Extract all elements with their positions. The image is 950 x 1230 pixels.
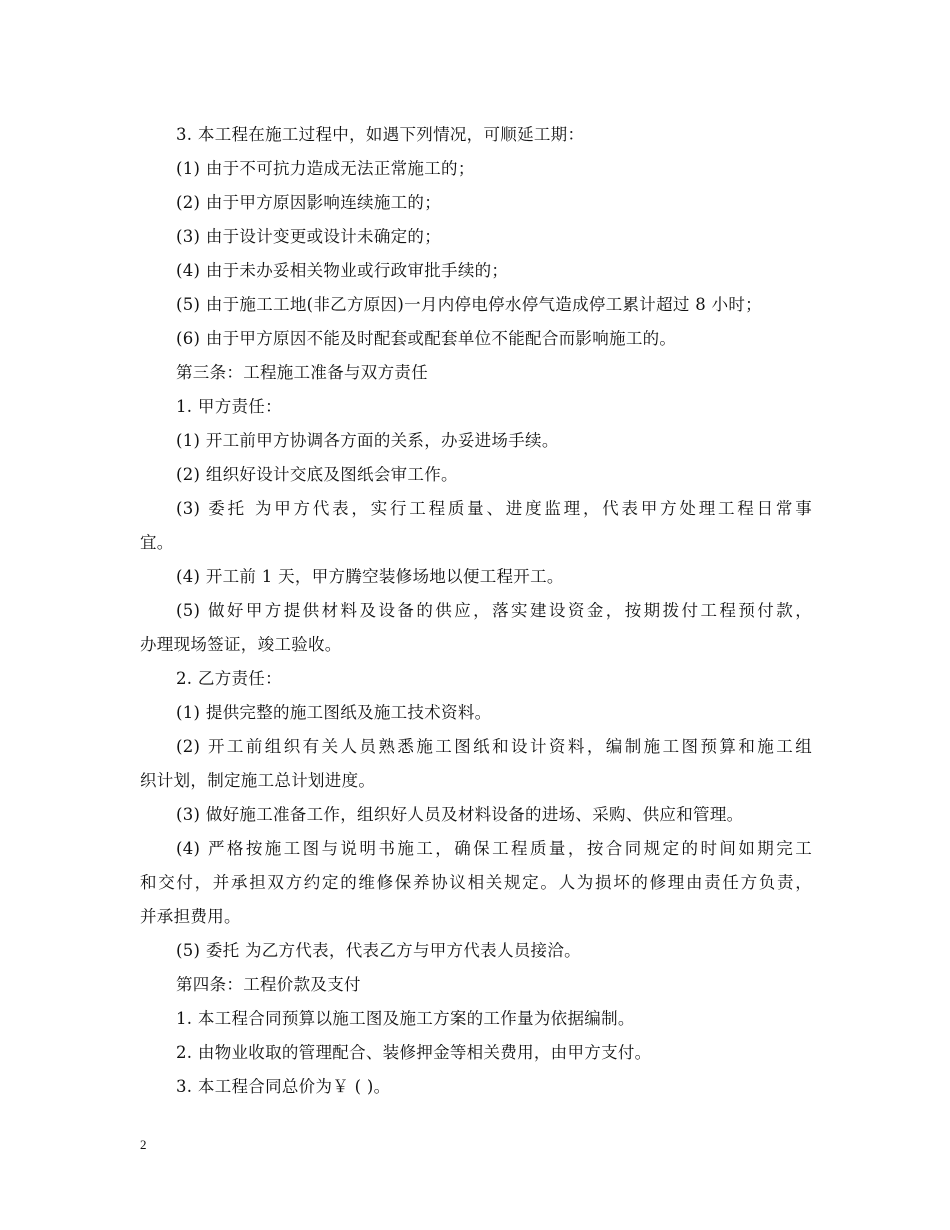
clause-line: (3) 委托 为甲方代表，实行工程质量、进度监理，代表甲方处理工程日常事 — [176, 499, 812, 518]
clause-line: (2) 由于甲方原因影响连续施工的； — [176, 193, 442, 212]
clause-line: (5) 委托 为乙方代表，代表乙方与甲方代表人员接洽。 — [176, 941, 581, 960]
clause-line: (1) 提供完整的施工图纸及施工技术资料。 — [176, 703, 492, 722]
clause-line: (4) 由于未办妥相关物业或行政审批手续的； — [176, 261, 509, 280]
clause-line-continuation: 和交付，并承担双方约定的维修保养协议相关规定。人为损坏的修理由责任方负责， — [140, 873, 812, 892]
clause-line: 2. 由物业收取的管理配合、装修押金等相关费用，由甲方支付。 — [176, 1043, 652, 1062]
clause-line: (2) 组织好设计交底及图纸会审工作。 — [176, 465, 458, 484]
clause-line: (4) 开工前 1 天，甲方腾空装修场地以便工程开工。 — [176, 567, 564, 586]
clause-line: (3) 做好施工准备工作，组织好人员及材料设备的进场、采购、供应和管理。 — [176, 805, 744, 824]
clause-line: (3) 由于设计变更或设计未确定的； — [176, 227, 442, 246]
clause-line-continuation: 宜。 — [140, 533, 174, 552]
clause-line: 2. 乙方责任： — [176, 669, 282, 688]
clause-line-continuation: 并承担费用。 — [140, 907, 241, 926]
document-body — [140, 118, 812, 1104]
clause-line: 1. 甲方责任： — [176, 397, 282, 416]
clause-line: (1) 开工前甲方协调各方面的关系，办妥进场手续。 — [176, 431, 559, 450]
clause-line: (2) 开工前组织有关人员熟悉施工图纸和设计资料，编制施工图预算和施工组 — [176, 737, 812, 756]
clause-line: 1. 本工程合同预算以施工图及施工方案的工作量为依据编制。 — [176, 1009, 635, 1028]
clause-line: (1) 由于不可抗力造成无法正常施工的； — [176, 159, 475, 178]
section-heading: 第四条：工程价款及支付 — [176, 975, 361, 994]
page-number: 2 — [140, 1137, 147, 1152]
clause-line: 3. 本工程在施工过程中，如遇下列情况，可顺延工期： — [176, 125, 585, 144]
clause-line: (6) 由于甲方原因不能及时配套或配套单位不能配合而影响施工的。 — [176, 329, 677, 348]
clause-line-continuation: 织计划，制定施工总计划进度。 — [140, 771, 376, 790]
clause-line: (5) 做好甲方提供材料及设备的供应，落实建设资金，按期拨付工程预付款， — [176, 601, 812, 620]
clause-line: (4) 严格按施工图与说明书施工，确保工程质量，按合同规定的时间如期完工 — [176, 839, 812, 858]
clause-line-continuation: 办理现场签证，竣工验收。 — [140, 635, 342, 654]
clause-line: (5) 由于施工工地(非乙方原因)一月内停电停水停气造成停工累计超过 8 小时； — [176, 295, 762, 314]
section-heading: 第三条：工程施工准备与双方责任 — [176, 363, 428, 382]
clause-line: 3. 本工程合同总价为￥ ( )。 — [176, 1077, 391, 1096]
